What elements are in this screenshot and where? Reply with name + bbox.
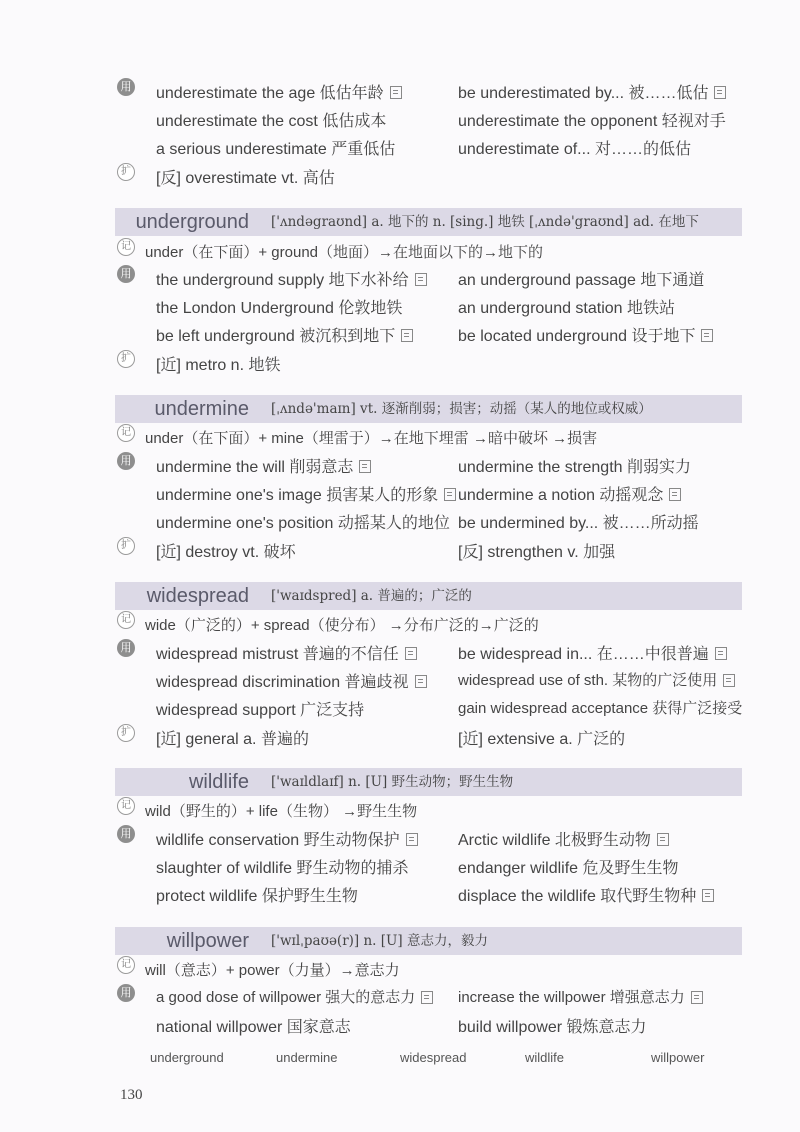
book-mark-icon	[657, 833, 669, 846]
memory-icon: 记	[117, 956, 135, 974]
definition-row	[0, 768, 800, 796]
usage-row	[0, 321, 800, 349]
memory-row	[0, 797, 800, 825]
usage-row	[0, 106, 800, 134]
usage-text: be located underground 设于地下	[458, 328, 696, 345]
usage-icon: 用	[117, 639, 135, 657]
headword: undermine	[154, 398, 249, 420]
expand-icon: 扩	[117, 724, 135, 742]
book-mark-icon	[444, 488, 456, 501]
expand-row	[0, 350, 800, 378]
expand-icon: 扩	[117, 163, 135, 181]
expand-left: [反] overestimate vt. 高估	[156, 170, 335, 187]
usage-row	[0, 853, 800, 881]
usage-row	[0, 1012, 800, 1040]
headword: willpower	[166, 930, 249, 952]
book-mark-icon	[415, 675, 427, 688]
usage-text: the underground supply 地下水补给	[156, 272, 409, 289]
usage-row	[0, 134, 800, 162]
book-mark-icon	[691, 991, 703, 1004]
usage-text: undermine one's image 损害某人的形象	[156, 487, 439, 504]
definition: ['waɪdspred] a. 普遍的；广泛的	[271, 588, 472, 604]
book-mark-icon	[406, 833, 418, 846]
usage-icon: 用	[117, 78, 135, 96]
usage-row	[0, 508, 800, 536]
usage-right	[458, 323, 713, 346]
usage-text: widespread discrimination 普遍歧视	[156, 674, 409, 691]
book-mark-icon	[405, 647, 417, 660]
usage-row	[0, 452, 800, 480]
memory-icon: 记	[117, 797, 135, 815]
definition-row	[0, 208, 800, 236]
expand-left: [近] metro n. 地铁	[156, 357, 281, 374]
memory-row	[0, 956, 800, 984]
book-mark-icon	[714, 86, 726, 99]
usage-text: be underestimated by... 被……低估	[458, 85, 709, 102]
usage-text: a good dose of willpower 强大的意志力	[156, 989, 416, 1006]
footer-word: underground	[150, 1050, 224, 1065]
usage-row	[0, 667, 800, 695]
book-mark-icon	[415, 273, 427, 286]
usage-icon: 用	[117, 452, 135, 470]
usage-left	[156, 80, 402, 103]
definition: ['waɪldlaɪf] n. [U] 野生动物；野生生物	[271, 774, 514, 790]
footer-word: wildlife	[525, 1050, 565, 1065]
footer-word-index	[0, 1050, 800, 1070]
usage-left: national willpower 国家意志	[156, 1019, 351, 1036]
usage-left	[156, 323, 413, 346]
headword: widespread	[146, 585, 249, 607]
usage-left: widespread support 广泛支持	[156, 702, 365, 719]
usage-text: be left underground 被沉积到地下	[156, 328, 396, 345]
usage-text: undermine a notion 动摇观念	[458, 487, 664, 504]
usage-row	[0, 825, 800, 853]
expand-row	[0, 537, 800, 565]
book-mark-icon	[401, 329, 413, 342]
definition-row	[0, 395, 800, 423]
book-mark-icon	[715, 647, 727, 660]
memory-row	[0, 238, 800, 266]
usage-right	[458, 986, 703, 1007]
usage-left: underestimate the cost 低估成本	[156, 113, 387, 130]
usage-text: displace the wildlife 取代野生物种	[458, 888, 697, 905]
usage-left: protect wildlife 保护野生生物	[156, 888, 358, 905]
memory-text: wild（野生的）+ life（生物） →野生生物	[145, 803, 418, 820]
usage-icon: 用	[117, 825, 135, 843]
book-mark-icon	[701, 329, 713, 342]
usage-text: undermine the will 削弱意志	[156, 459, 354, 476]
book-mark-icon	[702, 889, 714, 902]
usage-row	[0, 265, 800, 293]
memory-text: will（意志）+ power（力量）→意志力	[145, 962, 400, 979]
usage-right	[458, 883, 714, 906]
usage-left: a serious underestimate 严重低估	[156, 141, 396, 158]
usage-right: endanger wildlife 危及野生生物	[458, 860, 679, 877]
book-mark-icon	[359, 460, 371, 473]
memory-text: wide（广泛的）+ spread（使分布） →分布广泛的→广泛的	[145, 617, 539, 634]
memory-icon: 记	[117, 611, 135, 629]
usage-left: slaughter of wildlife 野生动物的捕杀	[156, 860, 409, 877]
usage-right: underestimate of... 对……的低估	[458, 141, 691, 158]
usage-icon: 用	[117, 265, 135, 283]
book-mark-icon	[390, 86, 402, 99]
definition: ['ʌndəgraʊnd] a. 地下的 n. [sing.] 地铁 [ˌʌndə'graʊnd] ad. 在地下	[271, 214, 699, 230]
memory-row	[0, 611, 800, 639]
memory-icon: 记	[117, 424, 135, 442]
usage-right	[458, 80, 726, 103]
usage-text: widespread mistrust 普遍的不信任	[156, 646, 399, 663]
expand-right: [反] strengthen v. 加强	[458, 544, 616, 561]
usage-left	[156, 641, 417, 664]
usage-row	[0, 984, 800, 1012]
usage-left	[156, 267, 427, 290]
footer-word: willpower	[651, 1050, 705, 1065]
book-mark-icon	[669, 488, 681, 501]
memory-icon: 记	[117, 238, 135, 256]
headword: underground	[135, 211, 249, 233]
usage-icon: 用	[117, 984, 135, 1002]
memory-row	[0, 424, 800, 452]
usage-right: an underground station 地铁站	[458, 300, 676, 317]
usage-right	[458, 669, 735, 690]
usage-text: widespread use of sth. 某物的广泛使用	[458, 672, 718, 689]
usage-left	[156, 454, 371, 477]
definition-row	[0, 927, 800, 955]
usage-right: an underground passage 地下通道	[458, 272, 705, 289]
usage-right: gain widespread acceptance 获得广泛接受	[458, 700, 743, 717]
usage-left: undermine one's position 动摇某人的地位	[156, 515, 450, 532]
usage-left	[156, 669, 427, 692]
book-mark-icon	[421, 991, 433, 1004]
usage-left	[156, 482, 456, 505]
memory-text: under（在下面）+ ground（地面）→在地面以下的→地下的	[145, 244, 543, 261]
usage-row	[0, 881, 800, 909]
usage-text: be widespread in... 在……中很普遍	[458, 646, 709, 663]
usage-right	[458, 827, 669, 850]
expand-row	[0, 163, 800, 191]
usage-right	[458, 482, 681, 505]
footer-word: widespread	[400, 1050, 467, 1065]
usage-left: the London Underground 伦敦地铁	[156, 300, 403, 317]
usage-row	[0, 695, 800, 723]
usage-right: be undermined by... 被……所动摇	[458, 515, 699, 532]
memory-text: under（在下面）+ mine（埋雷于）→在地下埋雷 →暗中破坏 →损害	[145, 430, 598, 447]
usage-right	[458, 641, 727, 664]
definition: [ˌʌndə'maɪn] vt. 逐渐削弱；损害；动摇（某人的地位或权威）	[271, 401, 652, 417]
usage-row	[0, 639, 800, 667]
expand-right: [近] extensive a. 广泛的	[458, 731, 626, 748]
usage-row	[0, 293, 800, 321]
expand-row	[0, 724, 800, 752]
usage-right: undermine the strength 削弱实力	[458, 459, 691, 476]
usage-text: Arctic wildlife 北极野生动物	[458, 832, 651, 849]
expand-left: [近] general a. 普遍的	[156, 731, 309, 748]
usage-left	[156, 986, 433, 1007]
definition: ['wɪlˌpaʊə(r)] n. [U] 意志力，毅力	[271, 933, 488, 949]
book-mark-icon	[723, 674, 735, 687]
usage-row	[0, 78, 800, 106]
page-number: 130	[120, 1087, 143, 1103]
headword: wildlife	[188, 771, 249, 793]
definition-row	[0, 582, 800, 610]
usage-row	[0, 480, 800, 508]
usage-right: build willpower 锻炼意志力	[458, 1019, 647, 1036]
expand-icon: 扩	[117, 350, 135, 368]
usage-left	[156, 827, 418, 850]
expand-icon: 扩	[117, 537, 135, 555]
usage-text: wildlife conservation 野生动物保护	[156, 832, 400, 849]
usage-right: underestimate the opponent 轻视对手	[458, 113, 726, 130]
usage-text: increase the willpower 增强意志力	[458, 989, 685, 1006]
usage-text: underestimate the age 低估年龄	[156, 85, 384, 102]
footer-word: undermine	[276, 1050, 338, 1065]
expand-left: [近] destroy vt. 破坏	[156, 544, 296, 561]
